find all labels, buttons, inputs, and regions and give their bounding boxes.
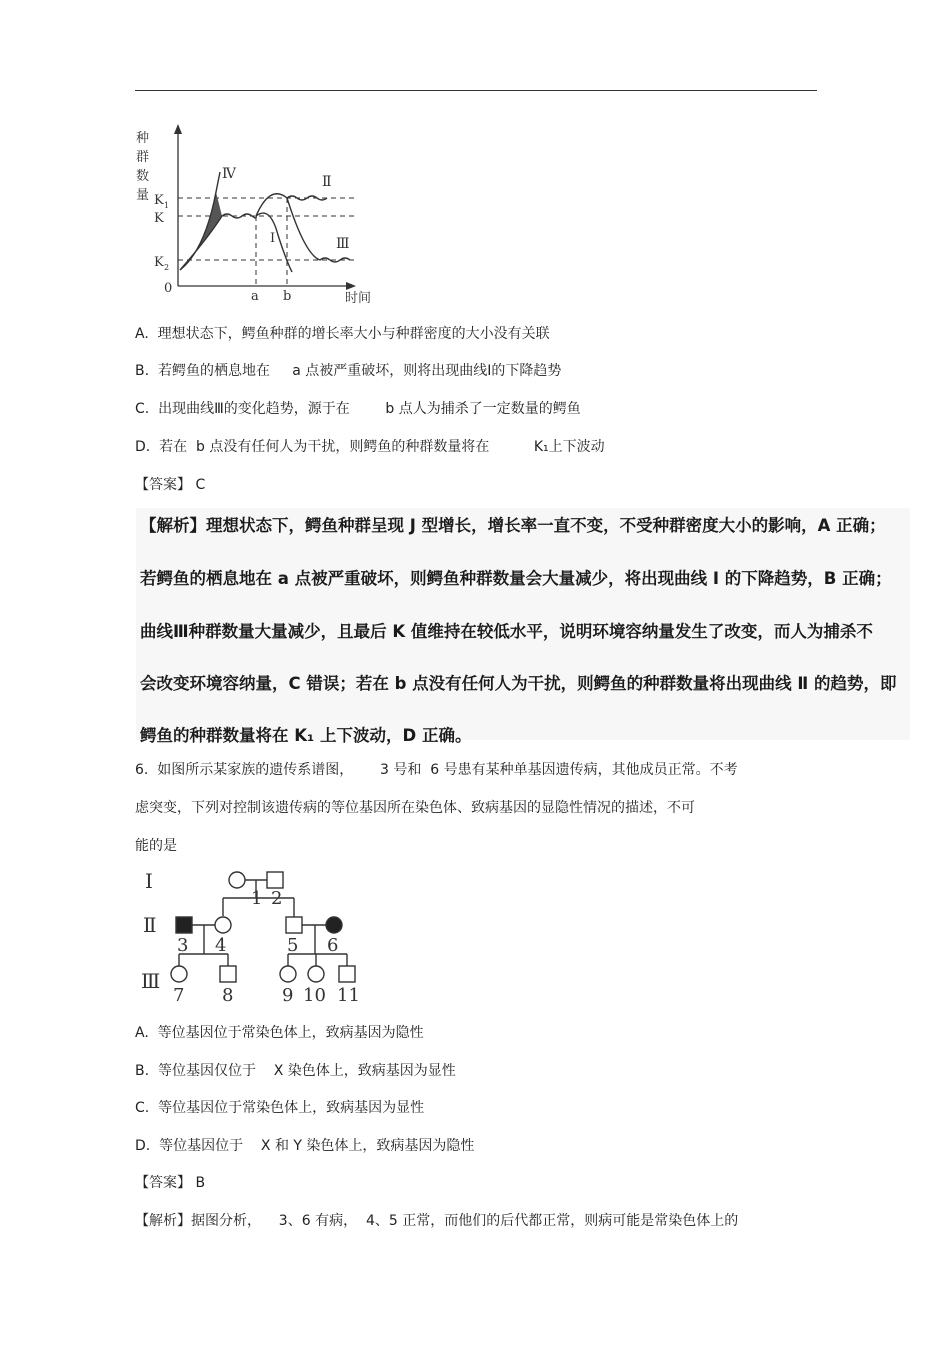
member-label-7: 7 (173, 985, 185, 1006)
curve-iii (287, 198, 350, 262)
member-2-male (267, 872, 283, 888)
population-graph (130, 120, 390, 310)
q5-option-b: B. 若鳄鱼的栖息地在 a 点被严重破坏，则将出现曲线Ⅰ的下降趋势 (135, 363, 562, 379)
member-label-2: 2 (271, 888, 283, 909)
q5-explanation (136, 508, 910, 745)
q6-answer: 【答案】 B (135, 1175, 206, 1191)
member-7-female (171, 966, 187, 982)
label-iii: Ⅲ (336, 236, 350, 252)
tick-k2-sub: 2 (164, 263, 170, 272)
q5-explanation-line-3: 曲线Ⅲ种群数量大量减少，且最后 K 值维持在较低水平，说明环境容纳量发生了改变，而人为捕杀不 (140, 622, 873, 641)
member-label-6: 6 (327, 935, 339, 956)
q5-answer: 【答案】 C (135, 477, 206, 493)
member-1-female (229, 872, 245, 888)
q6-stem-line-1: 6. 如图所示某家族的遗传系谱图， 3 号和 6 号患有某种单基因遗传病，其他成员正常。不考 (135, 762, 738, 778)
member-label-4: 4 (215, 935, 227, 956)
member-label-1: 1 (251, 888, 263, 909)
member-label-10: 10 (303, 985, 326, 1006)
y-axis-label-3: 数 (136, 169, 150, 184)
q5-explanation-line-5: 鳄鱼的种群数量将在 K₁ 上下波动，D 正确。 (140, 726, 472, 745)
q5-option-d: D. 若在 b 点没有任何人为干扰，则鳄鱼的种群数量将在 K₁上下波动 (135, 439, 605, 455)
member-3-male-affected (176, 917, 192, 933)
y-axis-label-1: 种 (136, 131, 150, 146)
member-6-female-affected (326, 917, 342, 933)
shaded-gap (180, 192, 222, 270)
member-label-9: 9 (282, 985, 294, 1006)
member-9-female (280, 966, 296, 982)
generation-i: Ⅰ (145, 869, 153, 893)
q6-stem-line-3: 能的是 (135, 838, 177, 854)
tick-k: K (154, 211, 164, 226)
label-i: Ⅰ (270, 231, 276, 246)
q6-option-d: D. 等位基因位于 X 和 Y 染色体上，致病基因为隐性 (135, 1138, 475, 1154)
tick-k2: K (154, 255, 164, 270)
q5-explanation-line-1: 【解析】理想状态下，鳄鱼种群呈现 J 型增长，增长率一直不变，不受种群密度大小的影响，A 正确； (140, 516, 886, 535)
q5-explanation-line-4: 会改变环境容纳量，C 错误；若在 b 点没有任何人为干扰，则鳄鱼的种群数量将出现曲线 Ⅱ 的趋势，即 (140, 674, 897, 693)
tick-k1: K (154, 193, 164, 208)
q5-explanation-line-2: 若鳄鱼的栖息地在 a 点被严重破坏，则鳄鱼种群数量会大量减少，将出现曲线 Ⅰ 的下降趋势，B 正确； (140, 569, 892, 588)
tick-k1-sub: 1 (164, 201, 170, 210)
member-label-5: 5 (287, 935, 299, 956)
generation-ii: Ⅱ (143, 913, 157, 937)
tick-b: b (283, 289, 292, 304)
q5-option-a: A. 理想状态下，鳄鱼种群的增长率大小与种群密度的大小没有关联 (135, 326, 550, 342)
member-10-female (308, 966, 324, 982)
q6-analysis: 【解析】据图分析， 3、6 有病， 4、5 正常，而他们的后代都正常，则病可能是常染色体上的 (135, 1213, 739, 1229)
member-4-female (215, 917, 231, 933)
member-label-3: 3 (177, 935, 189, 956)
curve-s (180, 214, 256, 270)
label-ii: Ⅱ (322, 174, 332, 190)
y-axis-label-2: 群 (136, 150, 150, 165)
q6-option-b: B. 等位基因仅位于 X 染色体上，致病基因为显性 (135, 1063, 456, 1079)
member-11-male (339, 966, 355, 982)
member-5-male (286, 917, 302, 933)
header-rule (135, 90, 817, 91)
label-iv: Ⅳ (222, 166, 236, 182)
member-label-8: 8 (222, 985, 234, 1006)
member-8-male (220, 966, 236, 982)
generation-iii: Ⅲ (141, 969, 161, 993)
member-label-11: 11 (337, 985, 360, 1006)
x-axis-label: 时间 (345, 291, 372, 306)
y-axis-label-4: 量 (136, 188, 150, 203)
q5-option-c: C. 出现曲线Ⅲ的变化趋势，源于在 b 点人为捕杀了一定数量的鳄鱼 (135, 401, 581, 417)
q6-stem-line-2: 虑突变，下列对控制该遗传病的等位基因所在染色体、致病基因的显隐性情况的描述，不可 (135, 800, 695, 816)
q6-option-c: C. 等位基因位于常染色体上，致病基因为显性 (135, 1100, 425, 1116)
origin-label: 0 (164, 281, 173, 296)
pedigree-chart (135, 862, 375, 1010)
tick-a: a (251, 289, 259, 304)
q6-option-a: A. 等位基因位于常染色体上，致病基因为隐性 (135, 1025, 424, 1041)
